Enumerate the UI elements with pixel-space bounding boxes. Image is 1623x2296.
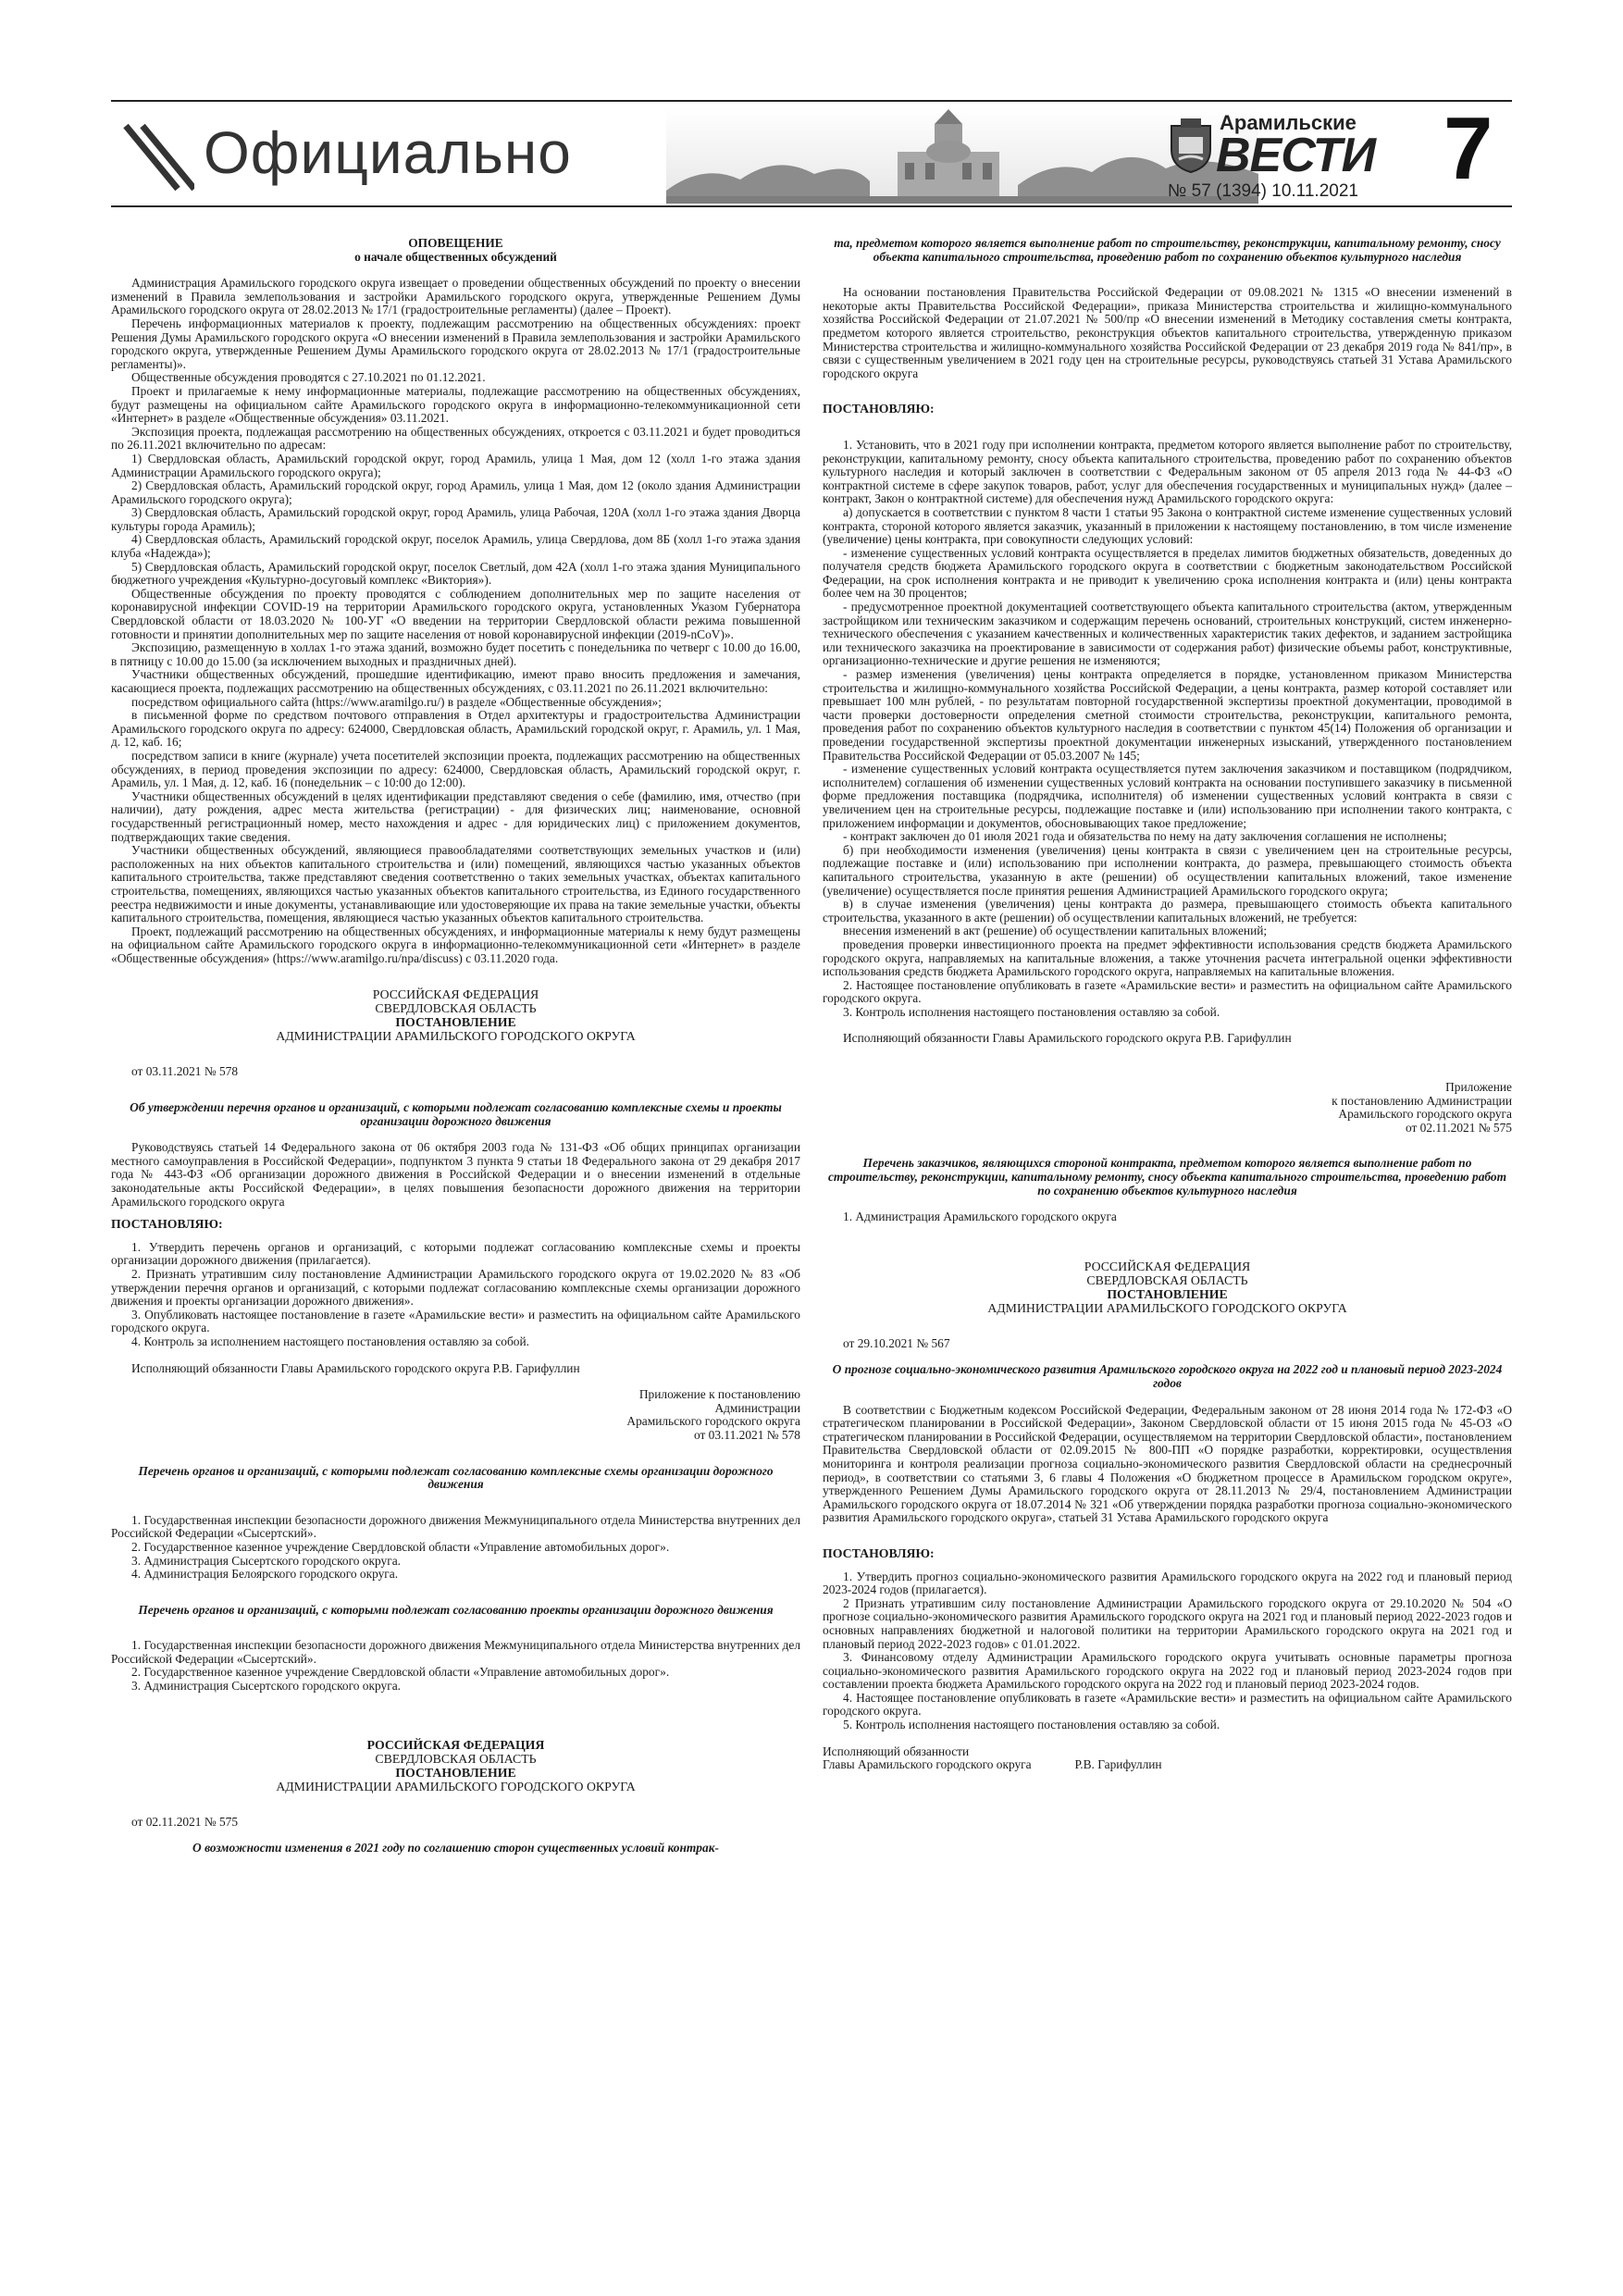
header-bottom-rule bbox=[111, 205, 1512, 207]
decree-title: Об утверждении перечня органов и организаций, с которыми подлежат согласованию комплексные схемы и проекты организации дорожного движения bbox=[130, 1100, 782, 1128]
newspaper-logo bbox=[1168, 105, 1381, 180]
list-item: 3. Опубликовать настоящее постановление в газете «Арамильские вести» и разместить на официальном сайте Арамильского городского округа. bbox=[111, 1307, 800, 1335]
list-item: проведения проверки инвестиционного проекта на предмет эффективности использования средств бюджета Арамильского городского округа, направляемых на капитальные вложения, а также уточнения расчета интегральной оценки эффективности использования средств бюджета Арамильского городского округа, направляемых на капитальные вложения. bbox=[823, 937, 1512, 979]
list-title: Перечень органов и организаций, с которыми подлежат согласованию проекты организации дорожного движения bbox=[138, 1602, 774, 1617]
double-slash-icon bbox=[120, 120, 194, 194]
header-region: СВЕРДЛОВСКАЯ ОБЛАСТЬ bbox=[375, 1001, 537, 1016]
list-item: 1. Администрация Арамильского городского округа bbox=[843, 1210, 1117, 1224]
signature: Исполняющий обязанности bbox=[823, 1744, 970, 1758]
decree-title: О прогнозе социально-экономического развития Арамильского городского округа на 2022 год и плановый период 2023-2024 годов bbox=[832, 1362, 1503, 1390]
decree-date: от 29.10.2021 № 567 bbox=[843, 1335, 950, 1350]
decree-keyword: ПОСТАНОВЛЯЮ: bbox=[823, 402, 935, 416]
paragraph: Проект, подлежащий рассмотрению на общественных обсуждениях, и информационные материалы к нему будут размещены на официальном сайте Арамильского городского округа в информационно-телекоммуникационной сети «Интернет» в разделе «Общественные обсуждения» (https://www.aramilgo.ru/npa/discuss) с 03.11.2020 года. bbox=[111, 924, 800, 965]
paragraph: Экспозицию, размещенную в холлах 1-го этажа зданий, возможно будет посетить с понедельника по четверг с 10.00 до 16.00, в пятницу с 10.00 до 15.00 (за исключением выходных и праздничных дней). bbox=[111, 640, 800, 668]
paragraph: Проект и прилагаемые к нему информационные материалы, подлежащие рассмотрению на общественных обсуждениях, будут размещены на официальном сайте Арамильского городского округа в информационно-телекоммуникационной сети «Интернет» в разделе «Общественные обсуждения» 03.11.2021. bbox=[111, 383, 800, 426]
paragraph: Участники общественных обсуждений, прошедшие идентификацию, имеют право вносить предложения и замечания, касающиеся проекта, подлежащих рассмотрению на общественных обсуждениях, с 03.11.2021 по 26.11.2021 включительно: bbox=[111, 667, 800, 695]
header-region: СВЕРДЛОВСКАЯ ОБЛАСТЬ bbox=[375, 1751, 537, 1766]
issue-info: № 57 (1394) 10.11.2021 bbox=[1168, 181, 1358, 201]
list-item: 5. Контроль исполнения настоящего постановления оставляю за собой. bbox=[843, 1718, 1220, 1732]
header-country: РОССИЙСКАЯ ФЕДЕРАЦИЯ bbox=[1084, 1259, 1251, 1273]
paragraph: Руководствуясь статьей 14 Федерального закона от 06 октября 2003 года № 131-ФЗ «Об общих принципах организации местного самоуправления в Российской Федерации», подпунктом 3 пункта 9 статьи 18 Федерального закона от 29 декабря 2017 года № 443-ФЗ «Об организации дорожного движения в Российской Федерации и о внесении изменений в отдельные законодательные акты Российской Федерации», в целях повышения безопасности дорожного движения на территории Арамильского городского округа bbox=[111, 1140, 800, 1209]
header-type: ПОСТАНОВЛЕНИЕ bbox=[395, 1015, 516, 1030]
section-title: Официально bbox=[204, 119, 572, 186]
list-item: 1. Установить, что в 2021 году при исполнении контракта, предметом которого является выполнение работ по строительству, реконструкции, капитальному ремонту, сносу объекта капитального строительства, проведению работ по сохранению объектов культурного наследия и который заключен в соответствии с Федеральным законом от 05 апреля 2013 года № 44-ФЗ «О контрактной системе в сфере закупок товаров, работ, услуг для обеспечения государственных и муниципальных нужд» (далее – контракт, Закон о контрактной системе) для обеспечения нужд Арамильского городского округа: bbox=[823, 437, 1512, 506]
header-authority: АДМИНИСТРАЦИИ АРАМИЛЬСКОГО ГОРОДСКОГО ОКРУГА bbox=[987, 1300, 1347, 1315]
left-column bbox=[111, 237, 800, 1855]
paragraph: Общественные обсуждения проводятся с 27.10.2021 по 01.12.2021. bbox=[131, 370, 486, 385]
signature: Исполняющий обязанности Главы Арамильского городского округа Р.В. Гарифуллин bbox=[843, 1031, 1292, 1046]
paragraph: Перечень информационных материалов к проекту, подлежащим рассмотрению на общественных обсуждениях: проект Решения Думы Арамильского городского округа «О внесении изменений в Правила землепользования и застройки Арамильского городского округа, утвержденные Решением Думы Арамильского городского округа от 28.02.2013 № 17/1 (градостроительные регламенты)». bbox=[111, 316, 800, 371]
header-authority: АДМИНИСТРАЦИИ АРАМИЛЬСКОГО ГОРОДСКОГО ОКРУГА bbox=[276, 1029, 636, 1044]
list-item: 4. Контроль за исполнением настоящего постановления оставляю за собой. bbox=[131, 1334, 530, 1348]
decree-header bbox=[111, 1738, 800, 1793]
list-item: 2. Признать утратившим силу постановление Администрации Арамильского городского округа от 19.02.2020 № 83 «Об утверждении перечня органов и организаций, с которыми подлежат согласованию комплексные схемы организации дорожного движения и проекты организации дорожного движения». bbox=[111, 1267, 800, 1309]
list-item: внесения изменений в акт (решение) об осуществлении капитальных вложений; bbox=[843, 924, 1268, 938]
paragraph: 5) Свердловская область, Арамильский городской округ, поселок Светлый, дом 42А (холл 1-го этажа здания Муниципального бюджетного учреждения «Культурно-досуговый комплекс «Виктория»). bbox=[111, 559, 800, 588]
right-column bbox=[823, 237, 1512, 1772]
appendix-line: от 02.11.2021 № 575 bbox=[1405, 1120, 1512, 1135]
appendix-line: к постановлению Администрации bbox=[1332, 1093, 1512, 1108]
list-item: - предусмотренное проектной документацией соответствующего объекта капитального строительства (актом, утвержденным застройщиком или техническим заказчиком и содержащим перечень оснований, строительных конструкций, систем инженерно-технического обеспечения с указанием качественных и количественных характеристик таких дефектов, и заданием застройщика или технического заказчика на проектирование в зависимости от содержания работ) физические объемы работ, конструктивные, организационно-технические и другие решения не изменяются; bbox=[823, 600, 1512, 668]
list-item: 2. Государственное казенное учреждение Свердловской области «Управление автомобильных дорог». bbox=[131, 1665, 670, 1680]
notice-subtitle: о начале общественных обсуждений bbox=[354, 249, 557, 264]
header-top-rule bbox=[111, 100, 1512, 102]
header-country: РОССИЙСКАЯ ФЕДЕРАЦИЯ bbox=[372, 987, 539, 1002]
list-item: - контракт заключен до 01 июля 2021 года и обязательства по нему на дату заключения соглашения не исполнены; bbox=[843, 829, 1447, 844]
paragraph: Экспозиция проекта, подлежащая рассмотрению на общественных обсуждениях, откроется с 03.11.2021 и будет проводиться по 26.11.2021 включительно по адресам: bbox=[111, 424, 800, 453]
paragraph: На основании постановления Правительства Российской Федерации от 09.08.2021 № 1315 «О внесении изменений в некоторые акты Правительства Российской Федерации», приказа Министерства строительства и жилищно-коммунального хозяйства Российской Федерации от 21.07.2021 № 500/пр «О внесении изменений в Методику составления сметы контракта, предметом которого является строительство, реконструкция объектов капитального строительства, утвержденную приказом Министерства строительства и жилищно-коммунального хозяйства Российской Федерации от 23 декабря 2019 года № 841/пр», в связи с существенным увеличением в 2021 году цен на строительные ресурсы, руководствуясь статьей 31 Устава Арамильского городского округа bbox=[823, 285, 1512, 380]
list-item: - изменение существенных условий контракта осуществляется путем заключения заказчиком и поставщиком (подрядчиком, исполнителем) соглашения об изменении существенных условий контракта на основании поступившего заказчику в письменной форме предложения поставщика (подрядчика, исполнителя) об изменении существенных условий контракта в связи с увеличением цен на строительные ресурсы, подлежащие поставке и (или) использованию при исполнении такого контракта, с приложением информации и документов, обосновывающих такое предложение; bbox=[823, 762, 1512, 830]
paragraph: 3) Свердловская область, Арамильский городской округ, город Арамиль, улица Рабочая, 120А (холл 1-го этажа здания Дворца культуры города Арамиль); bbox=[111, 505, 800, 533]
paragraph: 2) Свердловская область, Арамильский городской округ, город Арамиль, улица 1 Мая, дом 12 (около здания Администрации Арамильского городского округа); bbox=[111, 478, 800, 506]
appendix-line: Арамильского городского округа bbox=[1338, 1107, 1512, 1122]
header-country: РОССИЙСКАЯ ФЕДЕРАЦИЯ bbox=[366, 1737, 545, 1752]
list-item: б) при необходимости изменения (увеличения) цены контракта в связи с увеличением цен на строительные ресурсы, подлежащие поставке и (или) использованию при исполнении контракта, до размера, превышающего стоимость объекта капитального строительства, указанную в акте (решении) об осуществлении капитальных вложений, такое изменение (увеличение) осуществляется после принятия решения Администрацией Арамильского городского округа; bbox=[823, 842, 1512, 898]
signature: Главы Арамильского городского округа Р.В. Гарифуллин bbox=[823, 1757, 1162, 1772]
paragraph: Администрация Арамильского городского округа извещает о проведении общественных обсуждений по проекту о внесении изменений в Правила землепользования и застройки Арамильского городского округа, утвержденные Решением Думы Арамильского городского округа от 28.02.2013 № 17/1 (градостроительные регламенты) (далее – Проект). bbox=[111, 276, 800, 317]
decree-title: О возможности изменения в 2021 году по соглашению сторон существенных условий контрак- bbox=[192, 1841, 719, 1855]
list-item: 4. Настоящее постановление опубликовать в газете «Арамильские вести» и разместить на официальном сайте Арамильского городского округа. bbox=[823, 1690, 1512, 1719]
list-item: 2. Государственное казенное учреждение Свердловской области «Управление автомобильных дорог». bbox=[131, 1539, 670, 1554]
header-region: СВЕРДЛОВСКАЯ ОБЛАСТЬ bbox=[1086, 1272, 1248, 1287]
paragraph: 1) Свердловская область, Арамильский городской округ, город Арамиль, улица 1 Мая, дом 12 (холл 1-го этажа здания Администрации Арамильского городского округа); bbox=[111, 451, 800, 479]
list-item: а) допускается в соответствии с пунктом 8 части 1 статьи 95 Закона о контрактной системе изменение существенных условий контракта, стороной которого является заказчик, указанный в приложении к настоящему постановлению, в том числе изменение (увеличение) цены контракта, при совокупности следующих условий: bbox=[823, 504, 1512, 547]
decree-date: от 02.11.2021 № 575 bbox=[131, 1814, 239, 1829]
coat-of-arms-icon bbox=[1168, 117, 1214, 174]
list-item: 1. Государственная инспекции безопасности дорожного движения Межмуниципального отдела Министерства внутренних дел Российской Федерации «Сысертский». bbox=[111, 1638, 800, 1666]
appendix-line: Администрации bbox=[714, 1400, 800, 1415]
list-item: 1. Утвердить перечень органов и организаций, с которыми подлежат согласованию комплексные схемы и проекты организации дорожного движения (прилагается). bbox=[111, 1239, 800, 1268]
signature: Исполняющий обязанности Главы Арамильского городского округа Р.В. Гарифуллин bbox=[131, 1360, 580, 1375]
paragraph: В соответствии с Бюджетным кодексом Российской Федерации, Федеральным законом от 28 июня 2014 года № 172-ФЗ «О стратегическом планировании в Российской Федерации», Законом Свердловской области от 15 июня 2015 года № 45-ОЗ «О стратегическом планировании в Российской Федерации, осуществляемом на территории Свердловской области», постановлением Правительства Свердловской области от 02.09.2015 № 800-ПП «О порядке разработки, корректировки, осуществления мониторинга и контроля реализации прогноза социально-экономического развития Свердловской области на среднесрочный период», в соответствии со статьями 3, 6 главы 4 Положения «О бюджетном процессе в Арамильском городском округе», утвержденного Решением Думы Арамильского городского округа от 28.11.2013 № 29/4, постановлением Администрации Арамильского городского округа от 18.07.2014 № 321 «Об утверждении порядка разработки прогноза социально-экономического развития Арамильского городского округа», статьей 31 Устава Арамильского городского округа bbox=[823, 1402, 1512, 1525]
paragraph: Общественные обсуждения по проекту проводятся с соблюдением дополнительных мер по защите населения от коронавирусной инфекции COVID-19 на территории Арамильского городского округа, установленных Указом Губернатора Свердловской области от 18.03.2020 № 100-УГ «О введении на территории Свердловской области режима повышенной готовности и принятии дополнительных мер по защите населения от новой коронавирусной инфекции (2019-nCoV)». bbox=[111, 586, 800, 641]
list-item: 1. Утвердить прогноз социально-экономического развития Арамильского городского округа на 2022 год и плановый период 2023-2024 годов (прилагается). bbox=[823, 1569, 1512, 1597]
list-item: в) в случае изменения (увеличения) цены контракта до размера, превышающего стоимость объекта капитального строительства, указанного в акте (решении) об осуществлении капитальных вложений, не требуется: bbox=[823, 897, 1512, 925]
appendix-line: от 03.11.2021 № 578 bbox=[693, 1427, 800, 1442]
list-item: 3. Администрация Сысертского городского округа. bbox=[131, 1679, 401, 1694]
list-title: Перечень органов и организаций, с которыми подлежат согласованию комплексные схемы организации дорожного движения bbox=[138, 1463, 774, 1492]
list-item: 2. Настоящее постановление опубликовать в газете «Арамильские вести» и разместить на официальном сайте Арамильского городского округа. bbox=[823, 977, 1512, 1006]
list-item: 1. Государственная инспекции безопасности дорожного движения Межмуниципального отдела Министерства внутренних дел Российской Федерации «Сысертский». bbox=[111, 1512, 800, 1541]
paragraph: Участники общественных обсуждений, являющиеся правообладателями соответствующих земельных участков и (или) расположенных на них объектов капитального строительства и (или) помещений, являющихся частью указанных объектов капитального строительства, также представляют сведения соответственно о таких земельных участках, объектах капитального строительства, помещениях, являющихся частью указанных объектов капитального строительства, из Единого государственного реестра недвижимости и иные документы, устанавливающие или удостоверяющие их права на такие земельные участки, объекты капитального строительства, помещения, являющиеся частью указанных объектов капитального строительства. bbox=[111, 843, 800, 925]
paragraph: посредством официального сайта (https://www.aramilgo.ru/) в разделе «Общественные обсуждения»; bbox=[131, 694, 662, 709]
list-title: Перечень заказчиков, являющихся стороной контракта, предметом которого является выполнение работ по строительству, реконструкции, капитальному ремонту, сносу объекта капитального строительства, проведению работ по сохранению объектов культурного наследия bbox=[827, 1156, 1507, 1198]
list-item: 3. Администрация Сысертского городского округа. bbox=[131, 1553, 401, 1568]
paragraph: посредством записи в книге (журнале) учета посетителей экспозиции проекта, подлежащих рассмотрению на общественных обсуждениях, в период проведения экспозиции по адресу: 624000, Свердловская область, Арамильский городской округ, г. Арамиль, ул. 1 Мая, д. 12, каб. 16 (понедельник – с 10:00 до 12:00). bbox=[111, 748, 800, 790]
list-item: - изменение существенных условий контракта осуществляется в пределах лимитов бюджетных обязательств, доведенных до получателя средств бюджета Арамильского городского округа в соответствии с бюджетным законодательством Российской Федерации, на срок исполнения контракта и не приводит к увеличению срока исполнения контракта и (или) цены контракта более чем на 30 процентов; bbox=[823, 545, 1512, 601]
appendix-line: Приложение bbox=[1445, 1080, 1512, 1095]
appendix-line: Приложение к постановлению bbox=[638, 1387, 800, 1402]
logo-title: ВЕСТИ bbox=[1216, 129, 1375, 182]
page-number: 7 bbox=[1443, 99, 1493, 198]
decree-title: та, предметом которого является выполнение работ по строительству, реконструкции, капитальному ремонту, сносу объекта капитального строительства, проведению работ по сохранению объектов культурного наследия bbox=[834, 236, 1501, 264]
list-item: 3. Финансовому отделу Администрации Арамильского городского округа учитывать основные параметры прогноза социально-экономического развития Арамильского городского округа на 2022 год и плановый период 2023-2024 годов при составлении проекта бюджета Арамильского городского округа на 2022 год и плановый период 2023-2024 годов. bbox=[823, 1650, 1512, 1692]
paragraph: в письменной форме по средством почтового отправления в Отдел архитектуры и градостроительства Администрации Арамильского городского округа по адресу: 624000, Свердловская область, Арамильский городской округ, г. Арамиль, ул. 1 Мая, д. 12, каб. 16; bbox=[111, 708, 800, 750]
decree-header bbox=[823, 1260, 1512, 1315]
header-authority: АДМИНИСТРАЦИИ АРАМИЛЬСКОГО ГОРОДСКОГО ОКРУГА bbox=[276, 1779, 636, 1793]
header-type: ПОСТАНОВЛЕНИЕ bbox=[395, 1765, 516, 1780]
list-item: 4. Администрация Белоярского городского округа. bbox=[131, 1567, 399, 1582]
logo-subtitle: Арамильские bbox=[1220, 111, 1357, 134]
list-item: 3. Контроль исполнения настоящего постановления оставляю за собой. bbox=[843, 1004, 1220, 1019]
paragraph: Участники общественных обсуждений в целях идентификации представляют сведения о себе (фамилию, имя, отчество (при наличии), дату рождения, адрес места жительства (регистрации) - для физических лиц; наименование, основной государственный регистрационный номер, место нахождения и адрес - для юридических лиц) с приложением документов, подтверждающих такие сведения. bbox=[111, 788, 800, 844]
list-item: 2 Признать утратившим силу постановление Администрации Арамильского городского округа от 29.10.2020 № 504 «О прогнозе социально-экономического развития Арамильского городского округа на 2021 год и плановый период 2022-2023 годов и основных направлениях бюджетной и налоговой политики на территории Арамильского городского округа на 2021 год и плановый период 2022-2023 годов» с 01.01.2022. bbox=[823, 1595, 1512, 1651]
decree-date: от 03.11.2021 № 578 bbox=[131, 1064, 239, 1079]
decree-keyword: ПОСТАНОВЛЯЮ: bbox=[823, 1545, 935, 1560]
decree-keyword: ПОСТАНОВЛЯЮ: bbox=[111, 1217, 223, 1232]
list-item: - размер изменения (увеличения) цены контракта определяется в порядке, установленном приказом Министерства строительства и жилищно-коммунального хозяйства Российской Федерации, а цены контракта, размер которой составляет или превышает 100 млн рублей, - по результатам повторной государственной экспертизы проектной документации, проводимой в части проверки достоверности определения сметной стоимости строительства, реконструкции, капитального ремонта, проведения работ по сохранению объектов культурного наследия в соответствии с пунктом 45(14) Положения об организации и проведении государственной экспертизы проектной документации инженерных изысканий, утвержденного постановлением Правительства Российской Федерации от 05.03.2007 № 145; bbox=[823, 667, 1512, 763]
notice-title: ОПОВЕЩЕНИЕ bbox=[408, 236, 503, 250]
paragraph: 4) Свердловская область, Арамильский городской округ, поселок Арамиль, улица Свердлова, дом 8Б (холл 1-го этажа здания клуба «Надежда»); bbox=[111, 532, 800, 561]
page-header bbox=[111, 93, 1512, 208]
header-type: ПОСТАНОВЛЕНИЕ bbox=[1107, 1286, 1228, 1301]
appendix-line: Арамильского городского округа bbox=[626, 1414, 800, 1429]
decree-header bbox=[111, 987, 800, 1043]
